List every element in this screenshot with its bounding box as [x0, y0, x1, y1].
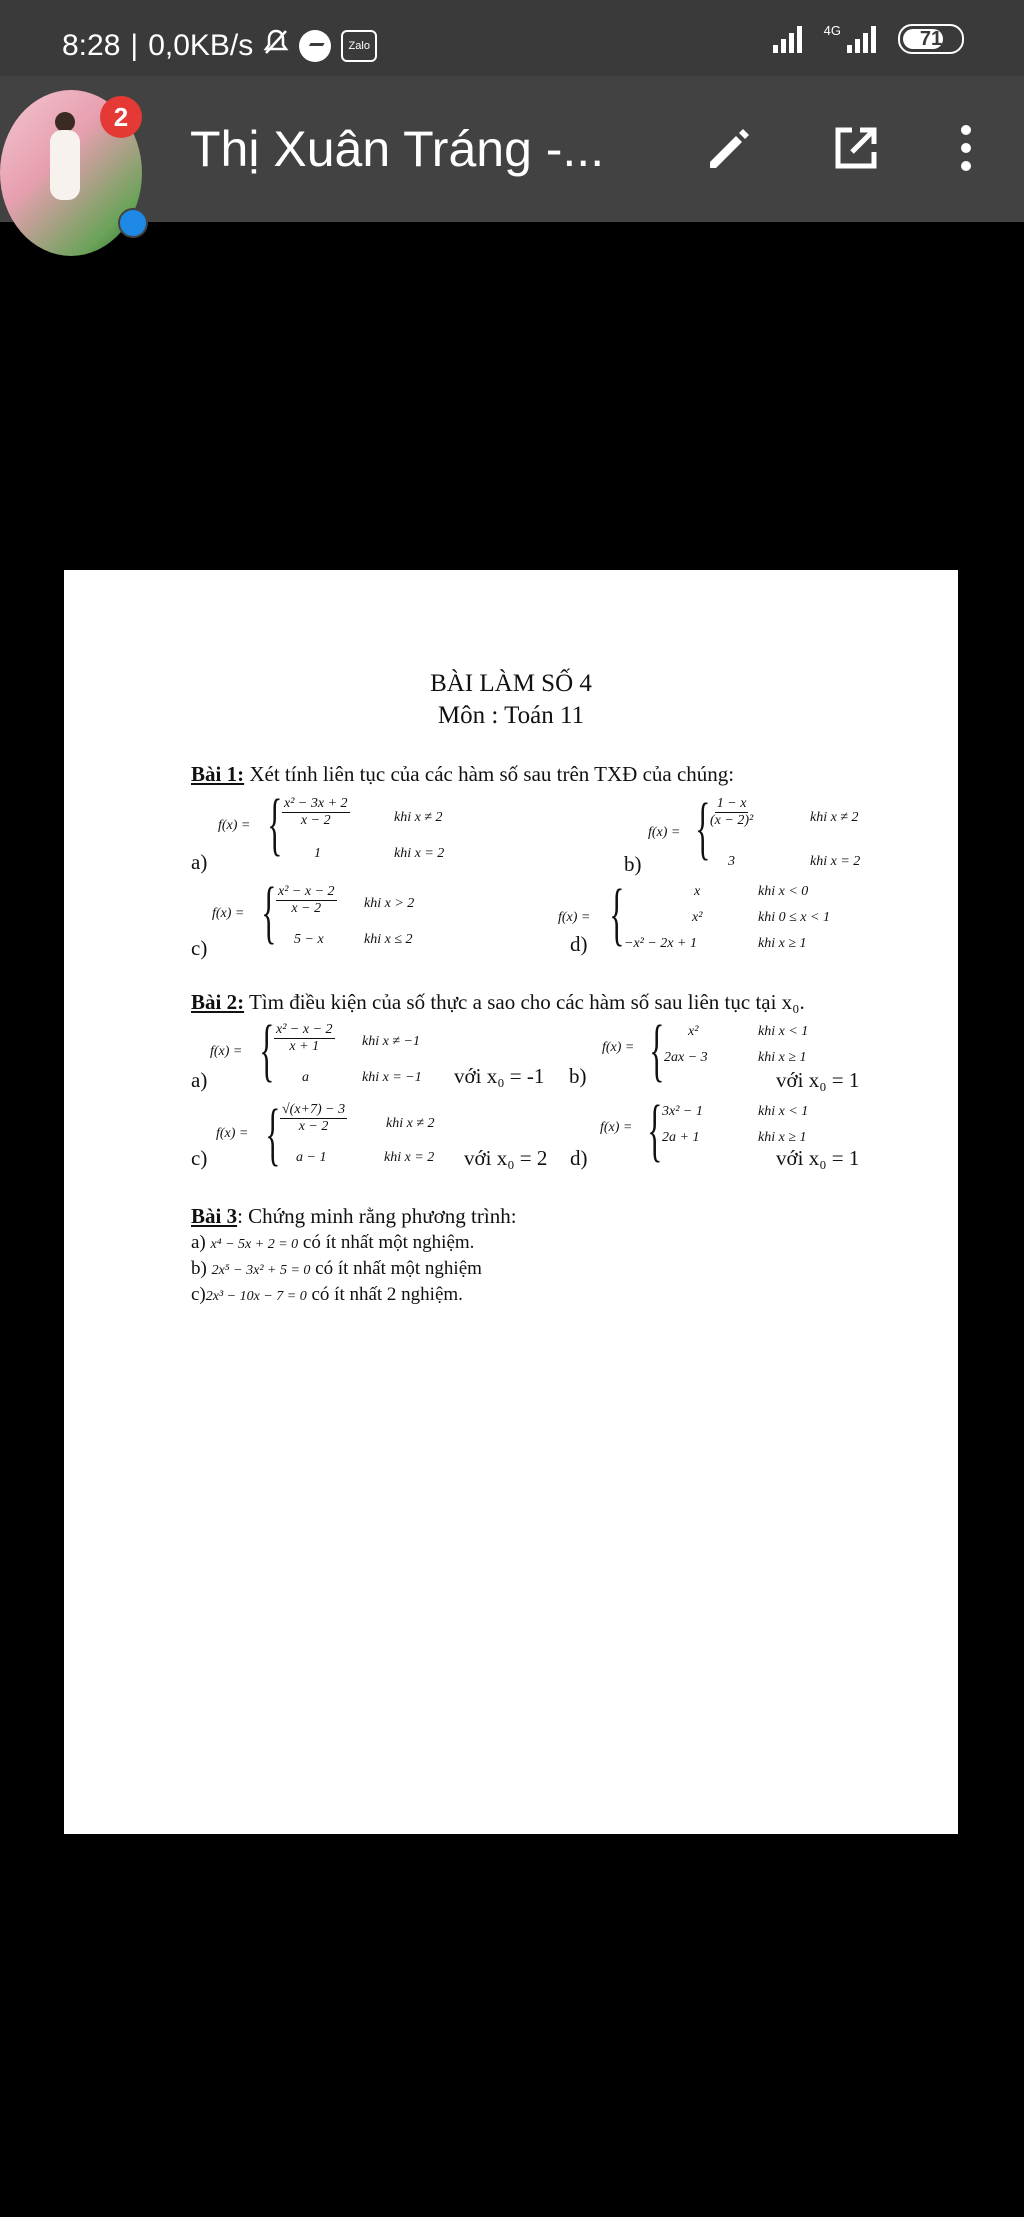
bai1-d-case1-val: x [694, 884, 701, 899]
pencil-icon [700, 118, 760, 178]
bai1-b-case2-cond: khi x = 2 [810, 854, 861, 869]
bai1-b-fx: f(x) = [648, 825, 681, 840]
network-type: 4G [823, 22, 841, 38]
signal-icon [773, 25, 802, 53]
bai1-label: Bài 1: [191, 762, 245, 786]
bai1-d-fx: f(x) = [558, 910, 591, 925]
bai1-c-case2-cond: khi x ≤ 2 [364, 932, 413, 947]
bai2-c-case2-val: a − 1 [296, 1150, 327, 1165]
bai2-b-brace: { [649, 1012, 665, 1089]
bai2-a-case1-cond: khi x ≠ −1 [362, 1034, 420, 1049]
status-left [62, 28, 377, 64]
bai3-b-equation: 2x⁵ − 3x² + 5 = 0 [211, 1263, 311, 1278]
status-right [773, 24, 964, 54]
bai1-d-case1-cond: khi x < 0 [758, 884, 809, 899]
bai1-c-marker: c) [191, 936, 208, 960]
document-subject: Môn : Toán 11 [437, 702, 585, 729]
bell-muted-icon [263, 28, 289, 64]
bai2-d-case2-val: 2a + 1 [662, 1130, 700, 1145]
bai1-b-case2-val: 3 [728, 854, 735, 869]
signal-4g-icon [847, 25, 876, 53]
bai2-a-marker: a) [191, 1068, 208, 1092]
bai1-a-case1-cond: khi x ≠ 2 [394, 810, 443, 825]
clock: 8:28 [62, 29, 121, 62]
notification-badge: 2 [100, 96, 142, 138]
bai2-a-point: với x₀ = -1 [454, 1064, 545, 1088]
bai1-b-marker: b) [624, 852, 642, 876]
bai2-d-case1-val: 3x² − 1 [662, 1104, 703, 1119]
bai2-a-fx: f(x) = [210, 1044, 243, 1059]
bai3-b: b) 2x⁵ − 3x² + 5 = 0 có ít nhất một nghiệm [191, 1258, 482, 1279]
bai1-b-frac: $\frac{1 - x}{\text{(x − 2)²}}$ [710, 796, 754, 828]
bai2-d-case1-cond: khi x < 1 [758, 1104, 809, 1119]
bai2-c-frac: $\frac{√(x+7) - 3}{x - 2}$ [282, 1102, 346, 1134]
bai1-c-case1-cond: khi x > 2 [364, 896, 415, 911]
bai1-a-case2-val: 1 [314, 846, 321, 861]
bai2-b-case2-cond: khi x ≥ 1 [758, 1050, 807, 1065]
document-heading: BÀI LÀM SỐ 4 [430, 670, 592, 697]
bai1-d-case3-val: −x² − 2x + 1 [624, 936, 697, 951]
pdf-page [64, 570, 958, 1834]
messenger-icon [299, 30, 331, 62]
open-external-icon [826, 118, 886, 178]
net-speed: 0,0KB/s [148, 29, 254, 62]
bai1-d-brace: { [609, 876, 625, 953]
bai2-a-case2-cond: khi x = −1 [362, 1070, 422, 1085]
bai3-a: a) x⁴ − 5x + 2 = 0 có ít nhất một nghiệm. [191, 1232, 475, 1253]
bai2-b-point: với x₀ = 1 [776, 1068, 860, 1092]
bai2-c-fx: f(x) = [216, 1126, 249, 1141]
bai1-c-frac: $\frac{\text{x² − x − 2}}{x - 2}$ [278, 884, 335, 916]
bai2-a-frac: $\frac{\text{x² − x − 2}}{x + 1}$ [276, 1022, 333, 1054]
bai1-d-case3-cond: khi x ≥ 1 [758, 936, 807, 951]
bai2-text: Tìm điều kiện của số thực a sao cho các hàm số sau liên tục tại x₀. [248, 990, 805, 1014]
bai1-d-marker: d) [570, 932, 588, 956]
bai3-label: Bài 3 [191, 1204, 238, 1228]
bai2-b-marker: b) [569, 1064, 587, 1088]
bai1-d-case2-val: x² [692, 910, 703, 925]
bai1-text: Xét tính liên tục của các hàm số sau trên TXĐ của chúng: [249, 762, 735, 786]
edit-button[interactable] [700, 118, 760, 178]
bai1-header [191, 762, 734, 787]
status-bar [0, 0, 1024, 76]
bai2-c-point: với x₀ = 2 [464, 1146, 548, 1170]
battery-icon [898, 24, 964, 54]
bai1-c-fx: f(x) = [212, 906, 245, 921]
bai2-a-case2-val: a [302, 1070, 309, 1085]
bai3-header [191, 1204, 517, 1229]
bai1-b-case1-cond: khi x ≠ 2 [810, 810, 859, 825]
bai1-a-brace: { [267, 786, 283, 863]
bai2-b-case2-val: 2ax − 3 [664, 1050, 708, 1065]
bai2-d-brace: { [647, 1092, 663, 1169]
bai2-b-case1-val: x² [688, 1024, 699, 1039]
bai1-b-brace: { [695, 790, 711, 867]
bai2-b-fx: f(x) = [602, 1040, 635, 1055]
bai1-c-brace: { [261, 874, 277, 951]
bai2-d-marker: d) [570, 1146, 588, 1170]
open-external-button[interactable] [826, 118, 886, 178]
bai2-label: Bài 2: [191, 990, 245, 1014]
bai1-a-frac: $\frac{\text{x² − 3x + 2}}{x - 2}$ [284, 796, 348, 828]
messenger-badge-icon [118, 208, 148, 238]
bai1-c-case2-val: 5 − x [294, 932, 324, 947]
bai1-a-fx: f(x) = [218, 818, 251, 833]
bai3-c-equation: 2x³ − 10x − 7 = 0 [205, 1289, 307, 1304]
bai2-a-brace: { [259, 1012, 275, 1089]
bai2-d-case2-cond: khi x ≥ 1 [758, 1130, 807, 1145]
bai3-text: : Chứng minh rằng phương trình: [237, 1204, 517, 1228]
bai2-b-case1-cond: khi x < 1 [758, 1024, 809, 1039]
separator: | [130, 29, 139, 62]
bai2-c-brace: { [265, 1096, 281, 1173]
bai2-d-fx: f(x) = [600, 1120, 633, 1135]
bai3-c: c)2x³ − 10x − 7 = 0 có ít nhất 2 nghiệm. [191, 1284, 463, 1305]
zalo-icon: Zalo [341, 30, 377, 62]
battery-level: 71 [919, 27, 943, 50]
bai1-a-marker: a) [191, 850, 208, 874]
bai2-c-case2-cond: khi x = 2 [384, 1150, 435, 1165]
more-options-button[interactable] [936, 118, 996, 178]
page-title: Thị Xuân Tráng -... [190, 121, 605, 177]
bai1-d-case2-cond: khi 0 ≤ x < 1 [758, 910, 830, 925]
bai3-a-equation: x⁴ − 5x + 2 = 0 [210, 1237, 299, 1252]
more-vert-icon [936, 118, 996, 178]
bai2-c-marker: c) [191, 1146, 208, 1170]
bai1-a-case2-cond: khi x = 2 [394, 846, 445, 861]
bai2-d-point: với x₀ = 1 [776, 1146, 860, 1170]
bai2-c-case1-cond: khi x ≠ 2 [386, 1116, 435, 1131]
bai2-header [191, 990, 805, 1015]
